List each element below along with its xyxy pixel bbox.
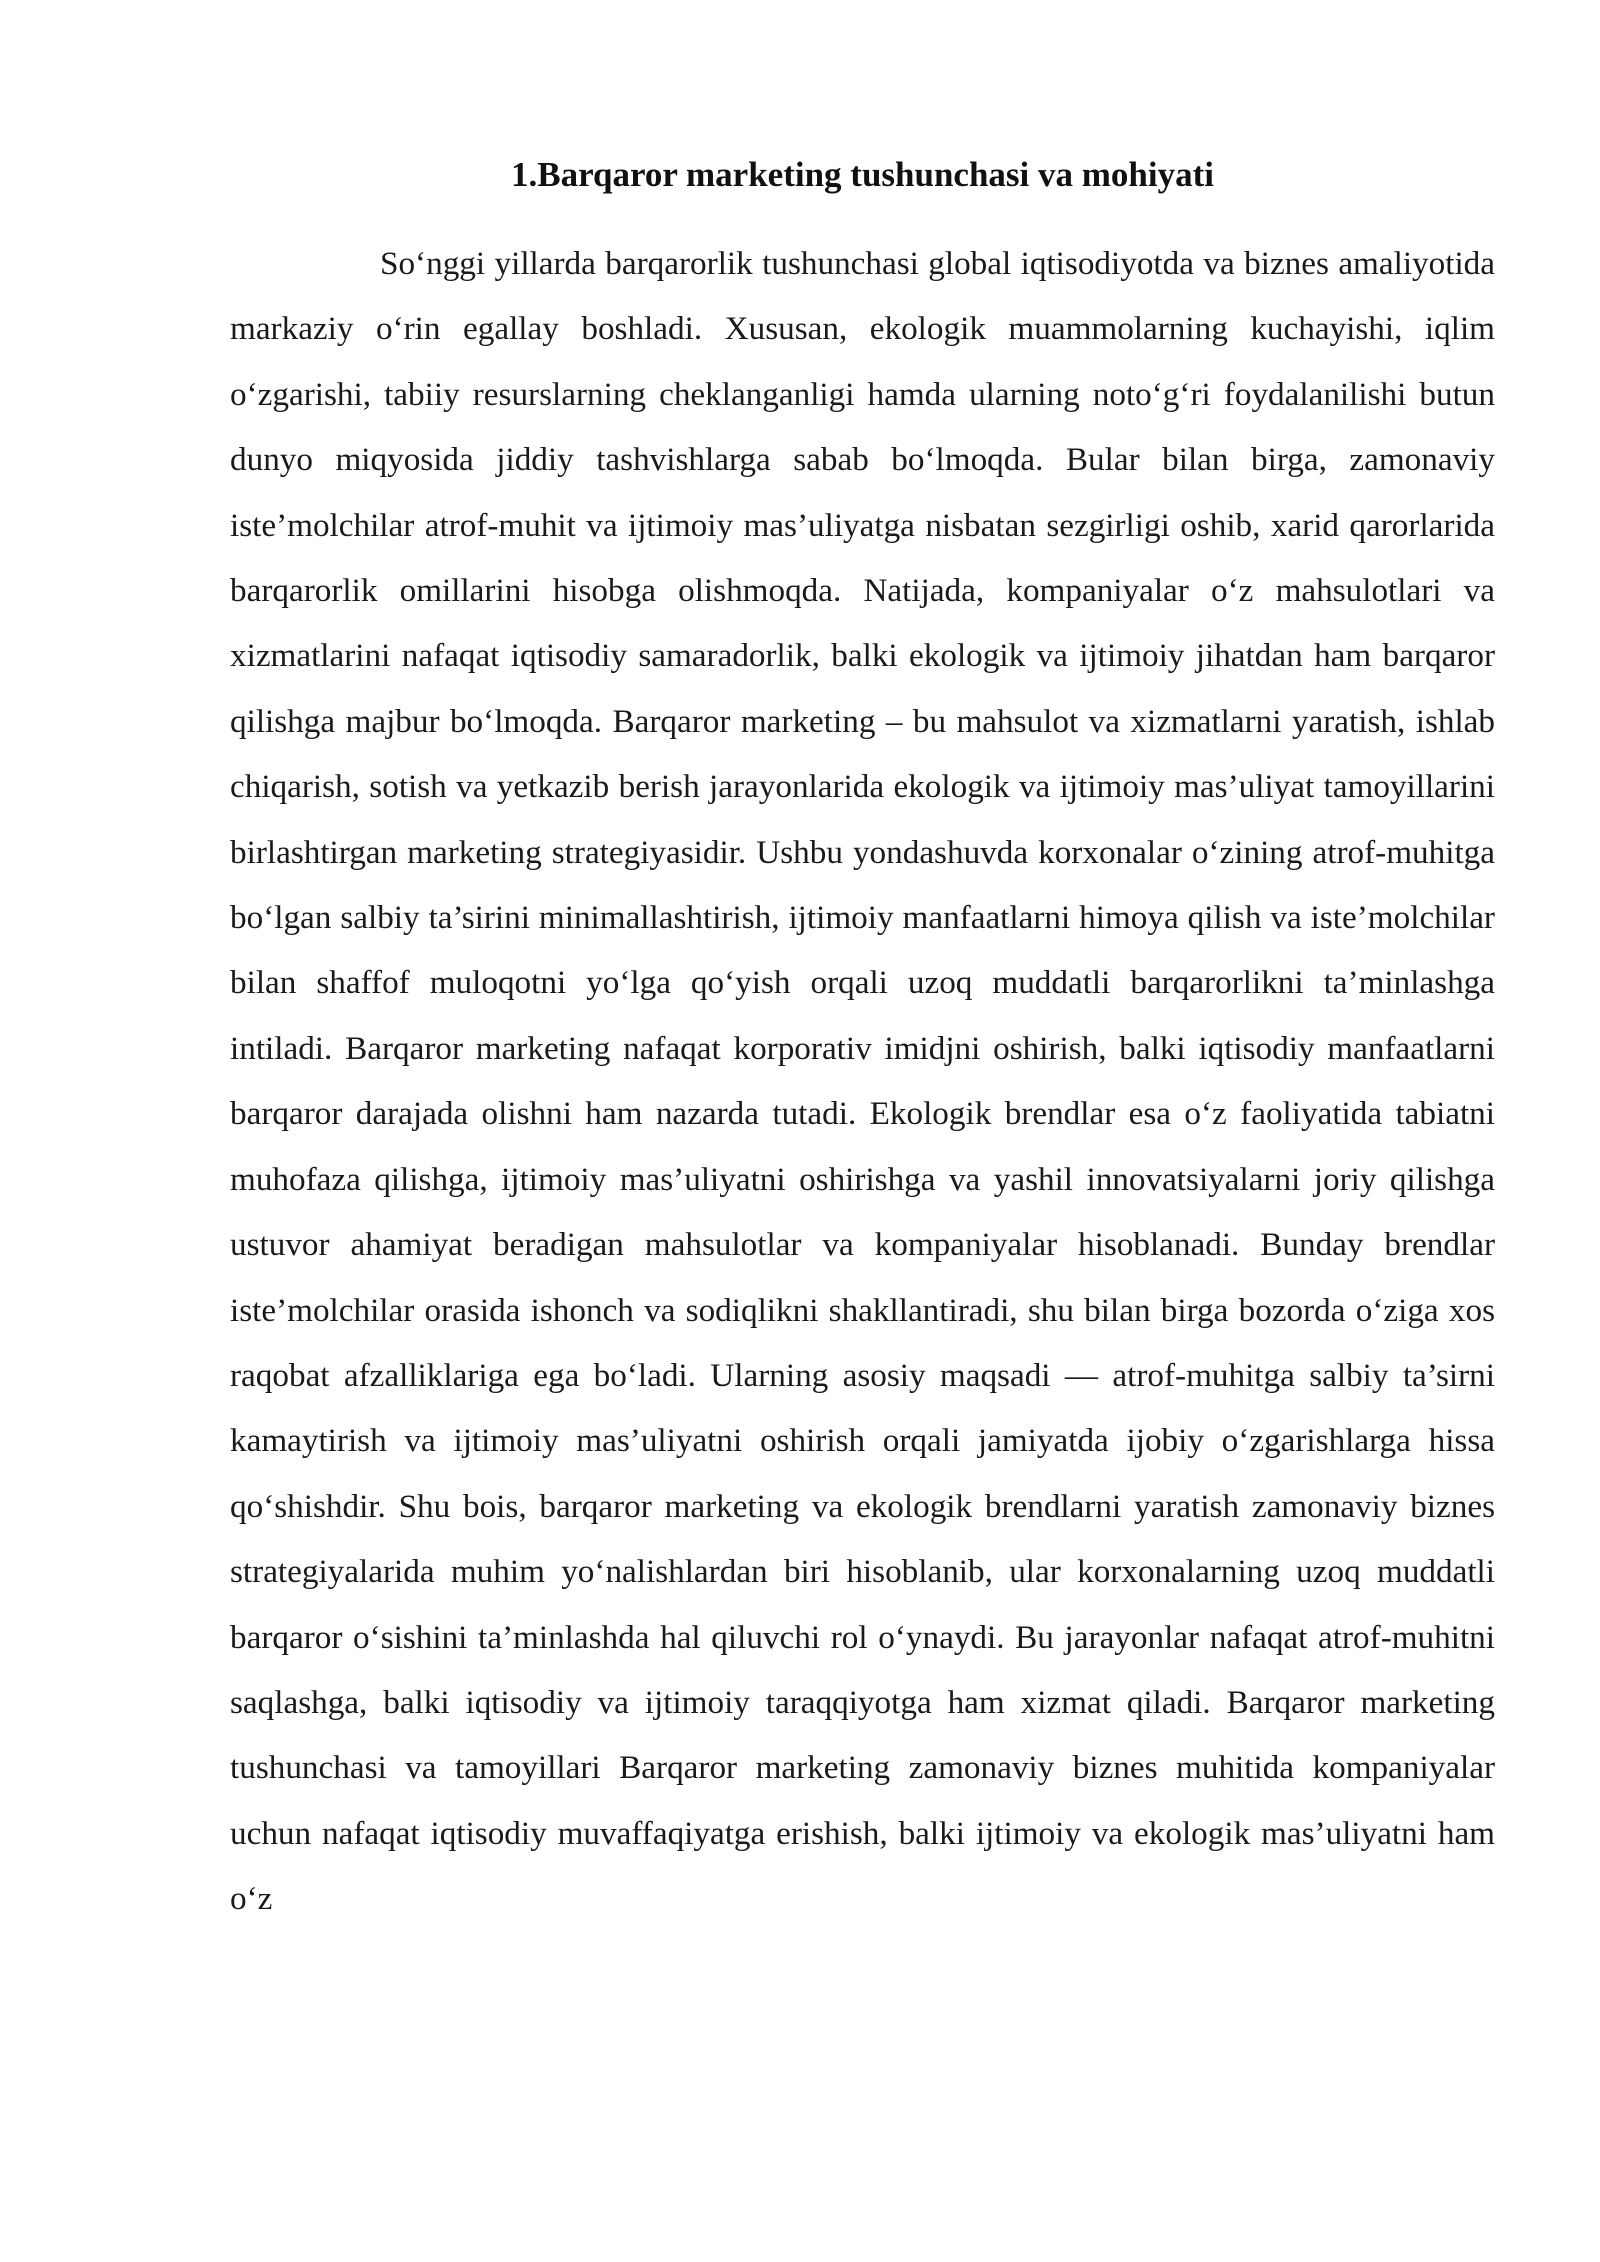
- section-title: 1.Barqaror marketing tushunchasi va mohiyati: [510, 155, 1214, 194]
- body-paragraph: So‘nggi yillarda barqarorlik tushunchasi global iqtisodiyotda va biznes amaliyotida markaziy o‘rin egallay boshladi. Xususan, ekologik muammolarning kuchayishi, iqlim o‘zgarishi, tabiiy resurslarning cheklanganligi hamda ularning noto‘g‘ri foydalanilishi butun dunyo miqyosida jiddiy tashvishlarga sabab bo‘lmoqda. Bular bilan birga, zamonaviy iste’molchilar atrof-muhit va ijtimoiy mas’uliyatga nisbatan sezgirligi oshib, xarid qarorlarida barqarorlik omillarini hisobga olishmoqda. Natijada, kompaniyalar o‘z mahsulotlari va xizmatlarini nafaqat iqtisodiy samaradorlik, balki ekologik va ijtimoiy jihatdan ham barqaror qilishga majbur bo‘lmoqda. Barqaror marketing – bu mahsulot va xizmatlarni yaratish, ishlab chiqarish, sotish va yetkazib berish jarayonlarida ekologik va ijtimoiy mas’uliyat tamoyillarini birlashtirgan marketing strategiyasidir. Ushbu yondashuvda korxonalar o‘zining atrof-muhitga bo‘lgan salbiy ta’sirini minimallashtirish, ijtimoiy manfaatlarni himoya qilish va iste’molchilar bilan shaffof muloqotni yo‘lga qo‘yish orqali uzoq muddatli barqarorlikni ta’minlashga intiladi. Barqaror marketing nafaqat korporativ imidjni oshirish, balki iqtisodiy manfaatlarni barqaror darajada olishni ham nazarda tutadi. Ekologik brendlar esa o‘z faoliyatida tabiatni muhofaza qilishga, ijtimoiy mas’uliyatni oshirishga va yashil innovatsiyalarni joriy qilishga ustuvor ahamiyat beradigan mahsulotlar va kompaniyalar hisoblanadi. Bunday brendlar iste’molchilar orasida ishonch va sodiqlikni shakllantiradi, shu bilan birga bozorda o‘ziga xos raqobat afzalliklariga ega bo‘ladi. Ularning asosiy maqsadi — atrof-muhitga salbiy ta’sirni kamaytirish va ijtimoiy mas’uliyatni oshirish orqali jamiyatda ijobiy o‘zgarishlarga hissa qo‘shishdir. Shu bois, barqaror marketing va ekologik brendlarni yaratish zamonaviy biznes strategiyalarida muhim yo‘nalishlardan biri hisoblanib, ular korxonalarning uzoq muddatli barqaror o‘sishini ta’minlashda hal qiluvchi rol o‘ynaydi. Bu jarayonlar nafaqat atrof-muhitni saqlashga, balki iqtisodiy va ijtimoiy taraqqiyotga ham xizmat qiladi. Barqaror marketing tushunchasi va tamoyillari Barqaror marketing zamonaviy biznes muhitida kompaniyalar uchun nafaqat iqtisodiy muvaffaqiyatga erishish, balki ijtimoiy va ekologik mas’uliyatni ham o‘z: [230, 245, 1495, 1918]
